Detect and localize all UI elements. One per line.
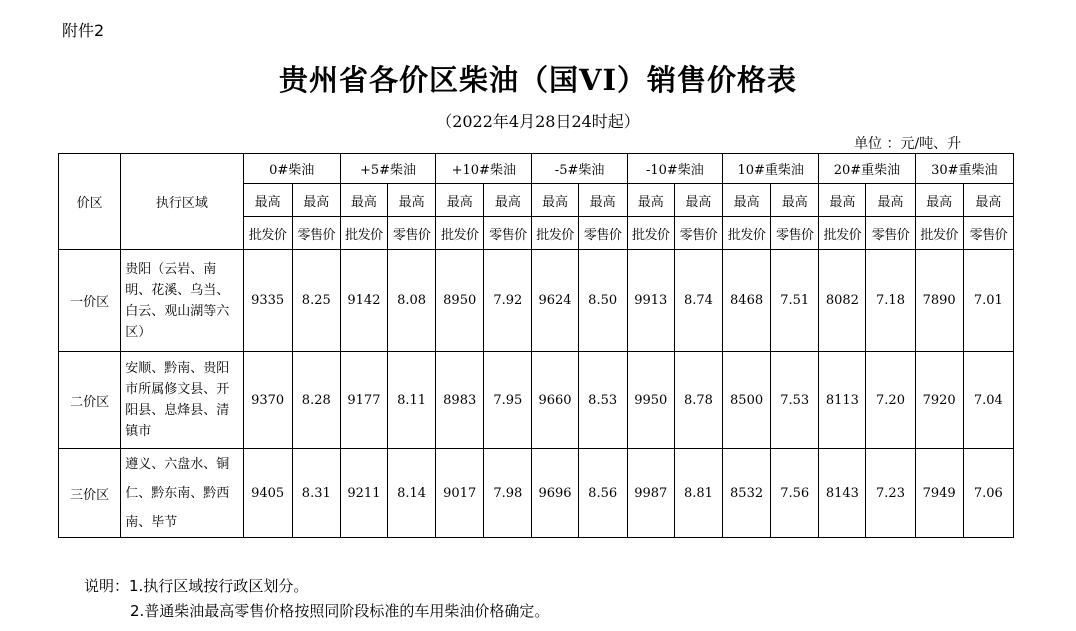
header-retail: 零售价 [484, 217, 532, 250]
header-high: 最高 [674, 184, 722, 217]
retail-price-cell: 7.56 [771, 449, 819, 538]
retail-price-cell: 8.31 [292, 449, 340, 538]
retail-price-cell: 8.28 [292, 352, 340, 449]
table-row [59, 352, 1014, 449]
wholesale-price-cell: 8532 [723, 449, 771, 538]
wholesale-price-cell: 8143 [819, 449, 866, 538]
header-high: 最高 [819, 184, 866, 217]
header-retail: 零售价 [388, 217, 436, 250]
header-high: 最高 [436, 184, 484, 217]
wholesale-price-cell: 8468 [723, 250, 771, 352]
area-cell: 贵阳（云岩、南明、花溪、乌当、白云、观山湖等六区） [121, 250, 243, 352]
header-wholesale: 批发价 [915, 217, 963, 250]
unit-label: 单位 ：元/吨、升 [854, 136, 962, 152]
header-fuel: +5#柴油 [340, 154, 435, 184]
header-wholesale: 批发价 [819, 217, 866, 250]
header-high: 最高 [627, 184, 674, 217]
retail-price-cell: 8.53 [578, 352, 627, 449]
header-high: 最高 [771, 184, 819, 217]
header-fuel: 20#重柴油 [819, 154, 915, 184]
header-retail: 零售价 [771, 217, 819, 250]
zone-cell: 一价区 [59, 250, 121, 352]
retail-price-cell: 7.23 [866, 449, 915, 538]
wholesale-price-cell: 7920 [915, 352, 963, 449]
price-table [58, 153, 1014, 538]
wholesale-price-cell: 9624 [532, 250, 578, 352]
header-row-fuels [59, 154, 1014, 184]
wholesale-price-cell: 9335 [243, 250, 292, 352]
wholesale-price-cell: 7890 [915, 250, 963, 352]
wholesale-price-cell: 9987 [627, 449, 674, 538]
wholesale-price-cell: 9950 [627, 352, 674, 449]
header-high: 最高 [723, 184, 771, 217]
retail-price-cell: 8.25 [292, 250, 340, 352]
retail-price-cell: 7.01 [963, 250, 1013, 352]
header-retail: 零售价 [578, 217, 627, 250]
header-zone: 价区 [59, 154, 121, 250]
retail-price-cell: 7.92 [484, 250, 532, 352]
header-retail: 零售价 [963, 217, 1013, 250]
header-retail: 零售价 [292, 217, 340, 250]
retail-price-cell: 7.18 [866, 250, 915, 352]
header-high: 最高 [963, 184, 1013, 217]
note-line: 说明：1.执行区域按行政区划分。 [84, 577, 309, 595]
retail-price-cell: 7.51 [771, 250, 819, 352]
wholesale-price-cell: 9370 [243, 352, 292, 449]
retail-price-cell: 8.56 [578, 449, 627, 538]
header-high: 最高 [578, 184, 627, 217]
header-fuel: +10#柴油 [436, 154, 532, 184]
retail-price-cell: 8.81 [674, 449, 722, 538]
header-wholesale: 批发价 [243, 217, 292, 250]
wholesale-price-cell: 8113 [819, 352, 866, 449]
header-high: 最高 [292, 184, 340, 217]
wholesale-price-cell: 7949 [915, 449, 963, 538]
wholesale-price-cell: 9405 [243, 449, 292, 538]
wholesale-price-cell: 8082 [819, 250, 866, 352]
retail-price-cell: 7.04 [963, 352, 1013, 449]
page-subtitle: （2022年4月28日24时起） [436, 112, 640, 131]
retail-price-cell: 7.98 [484, 449, 532, 538]
wholesale-price-cell: 9913 [627, 250, 674, 352]
retail-price-cell: 7.95 [484, 352, 532, 449]
header-wholesale: 批发价 [532, 217, 578, 250]
zone-cell: 二价区 [59, 352, 121, 449]
retail-price-cell: 8.08 [388, 250, 436, 352]
page-title: 贵州省各价区柴油（国VI）销售价格表 [278, 63, 798, 97]
note-line: 2.普通柴油最高零售价格按照同阶段标准的车用柴油价格确定。 [130, 602, 550, 620]
wholesale-price-cell: 8983 [436, 352, 484, 449]
retail-price-cell: 8.11 [388, 352, 436, 449]
attachment-label: 附件2 [62, 21, 105, 40]
table-row [59, 449, 1014, 538]
header-wholesale: 批发价 [436, 217, 484, 250]
wholesale-price-cell: 9660 [532, 352, 578, 449]
retail-price-cell: 8.50 [578, 250, 627, 352]
wholesale-price-cell: 9177 [340, 352, 387, 449]
wholesale-price-cell: 8950 [436, 250, 484, 352]
wholesale-price-cell: 9017 [436, 449, 484, 538]
retail-price-cell: 7.20 [866, 352, 915, 449]
zone-cell: 三价区 [59, 449, 121, 538]
header-retail: 零售价 [674, 217, 722, 250]
header-retail: 零售价 [866, 217, 915, 250]
header-high: 最高 [532, 184, 578, 217]
wholesale-price-cell: 8500 [723, 352, 771, 449]
area-cell: 安顺、黔南、贵阳市所属修文县、开阳县、息烽县、清镇市 [121, 352, 243, 449]
header-wholesale: 批发价 [723, 217, 771, 250]
retail-price-cell: 8.78 [674, 352, 722, 449]
header-wholesale: 批发价 [340, 217, 387, 250]
retail-price-cell: 7.06 [963, 449, 1013, 538]
header-fuel: -5#柴油 [532, 154, 627, 184]
header-fuel: 10#重柴油 [723, 154, 819, 184]
area-cell: 遵义、六盘水、铜仁、黔东南、黔西南、毕节 [121, 449, 243, 538]
header-high: 最高 [484, 184, 532, 217]
retail-price-cell: 8.74 [674, 250, 722, 352]
header-fuel: -10#柴油 [627, 154, 722, 184]
header-area: 执行区域 [121, 154, 243, 250]
header-high: 最高 [388, 184, 436, 217]
wholesale-price-cell: 9142 [340, 250, 387, 352]
header-high: 最高 [340, 184, 387, 217]
wholesale-price-cell: 9211 [340, 449, 387, 538]
header-fuel: 0#柴油 [243, 154, 340, 184]
header-high: 最高 [243, 184, 292, 217]
header-fuel: 30#重柴油 [915, 154, 1013, 184]
wholesale-price-cell: 9696 [532, 449, 578, 538]
retail-price-cell: 8.14 [388, 449, 436, 538]
header-high: 最高 [866, 184, 915, 217]
header-high: 最高 [915, 184, 963, 217]
table-row [59, 250, 1014, 352]
header-wholesale: 批发价 [627, 217, 674, 250]
retail-price-cell: 7.53 [771, 352, 819, 449]
